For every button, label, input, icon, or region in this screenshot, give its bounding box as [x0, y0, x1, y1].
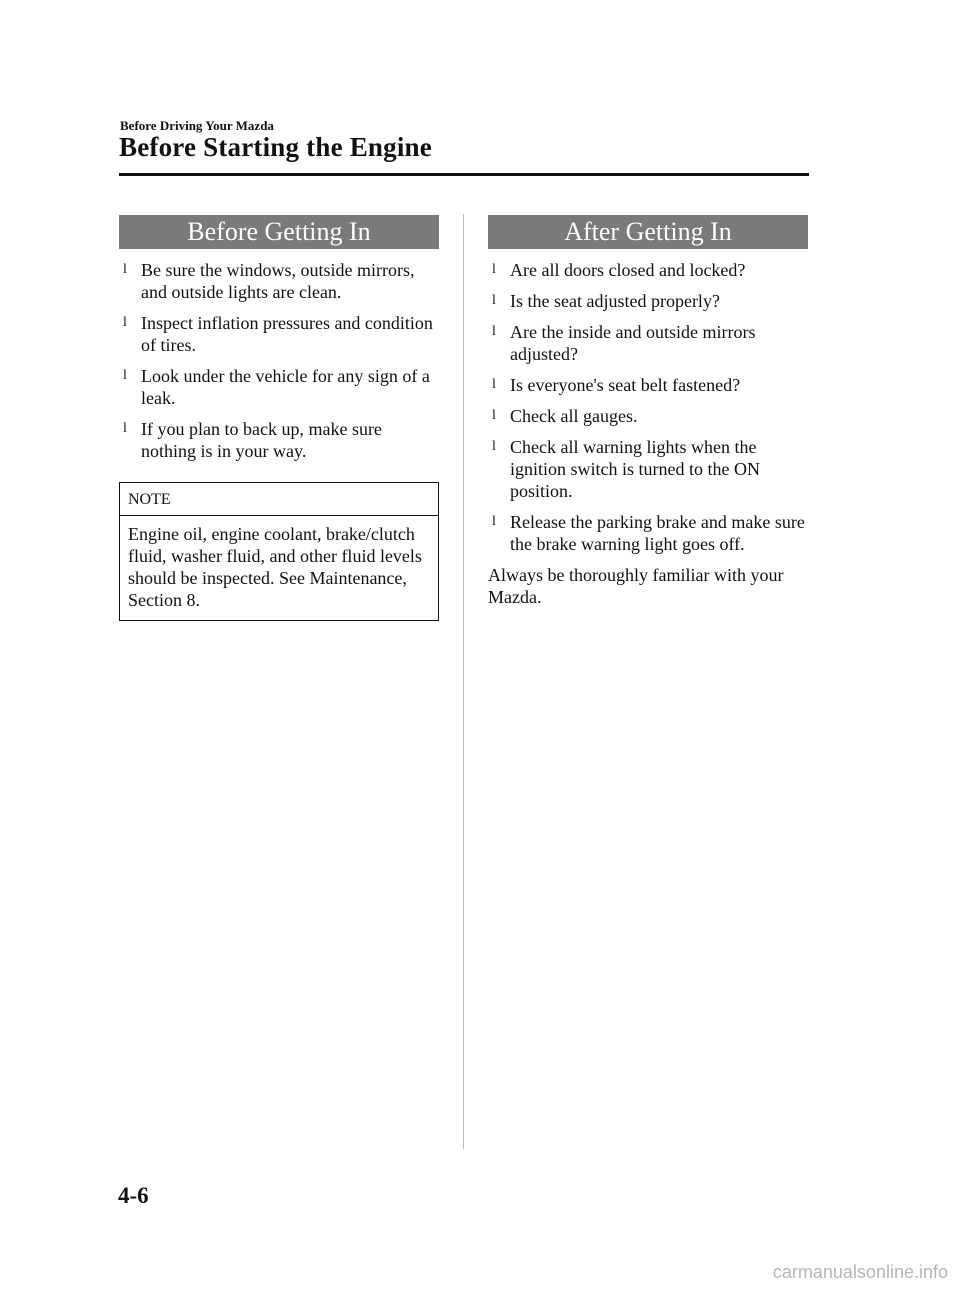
list-item [119, 418, 439, 462]
list-item [488, 511, 808, 555]
list-item [488, 436, 808, 502]
bullet-icon: l [492, 293, 496, 308]
bullet-icon: l [492, 408, 496, 423]
watermark: carmanualsonline.info [772, 1262, 948, 1282]
closing-paragraph: Always be thoroughly familiar with your Mazda. [488, 565, 784, 607]
list-item-text: Be sure the windows, outside mirrors, and outside lights are clean. [141, 260, 415, 302]
list-item-text: Check all gauges. [510, 406, 638, 426]
list-item [119, 259, 439, 303]
list-item [488, 405, 808, 427]
after-getting-in-heading: After Getting In [488, 215, 808, 249]
note-label: NOTE [120, 483, 438, 516]
list-item-text: If you plan to back up, make sure nothing is in your way. [141, 419, 382, 461]
list-item-text: Check all warning lights when the ignition switch is turned to the ON position. [510, 437, 760, 501]
bullet-icon: l [123, 262, 127, 277]
page-title: Before Starting the Engine [119, 132, 432, 162]
page-number: 4-6 [118, 1183, 149, 1208]
list-item [488, 374, 808, 396]
note-box [119, 482, 439, 621]
bullet-icon: l [123, 315, 127, 330]
note-text: Engine oil, engine coolant, brake/clutch fluid, washer fluid, and other fluid levels should be inspected. See Maintenance, Section 8. [128, 524, 422, 610]
after-getting-in-list [488, 259, 808, 555]
column-divider [463, 214, 464, 1149]
list-item-text: Are all doors closed and locked? [510, 260, 746, 280]
bullet-icon: l [123, 368, 127, 383]
before-getting-in-section [119, 215, 439, 621]
list-item [488, 290, 808, 312]
list-item-text: Look under the vehicle for any sign of a leak. [141, 366, 430, 408]
list-item [119, 312, 439, 356]
bullet-icon: l [492, 262, 496, 277]
list-item-text: Inspect inflation pressures and condition of tires. [141, 313, 433, 355]
bullet-icon: l [492, 439, 496, 454]
bullet-icon: l [492, 324, 496, 339]
list-item-text: Is the seat adjusted properly? [510, 291, 720, 311]
bullet-icon: l [123, 421, 127, 436]
list-item [119, 365, 439, 409]
bullet-icon: l [492, 377, 496, 392]
after-getting-in-section [488, 215, 808, 608]
list-item-text: Is everyone's seat belt fastened? [510, 375, 741, 395]
before-getting-in-heading: Before Getting In [119, 215, 439, 249]
section-label: Before Driving Your Mazda [120, 118, 274, 133]
title-divider [119, 173, 809, 176]
list-item [488, 321, 808, 365]
list-item [488, 259, 808, 281]
before-getting-in-list [119, 259, 439, 462]
list-item-text: Release the parking brake and make sure the brake warning light goes off. [510, 512, 805, 554]
bullet-icon: l [492, 514, 496, 529]
list-item-text: Are the inside and outside mirrors adjusted? [510, 322, 756, 364]
